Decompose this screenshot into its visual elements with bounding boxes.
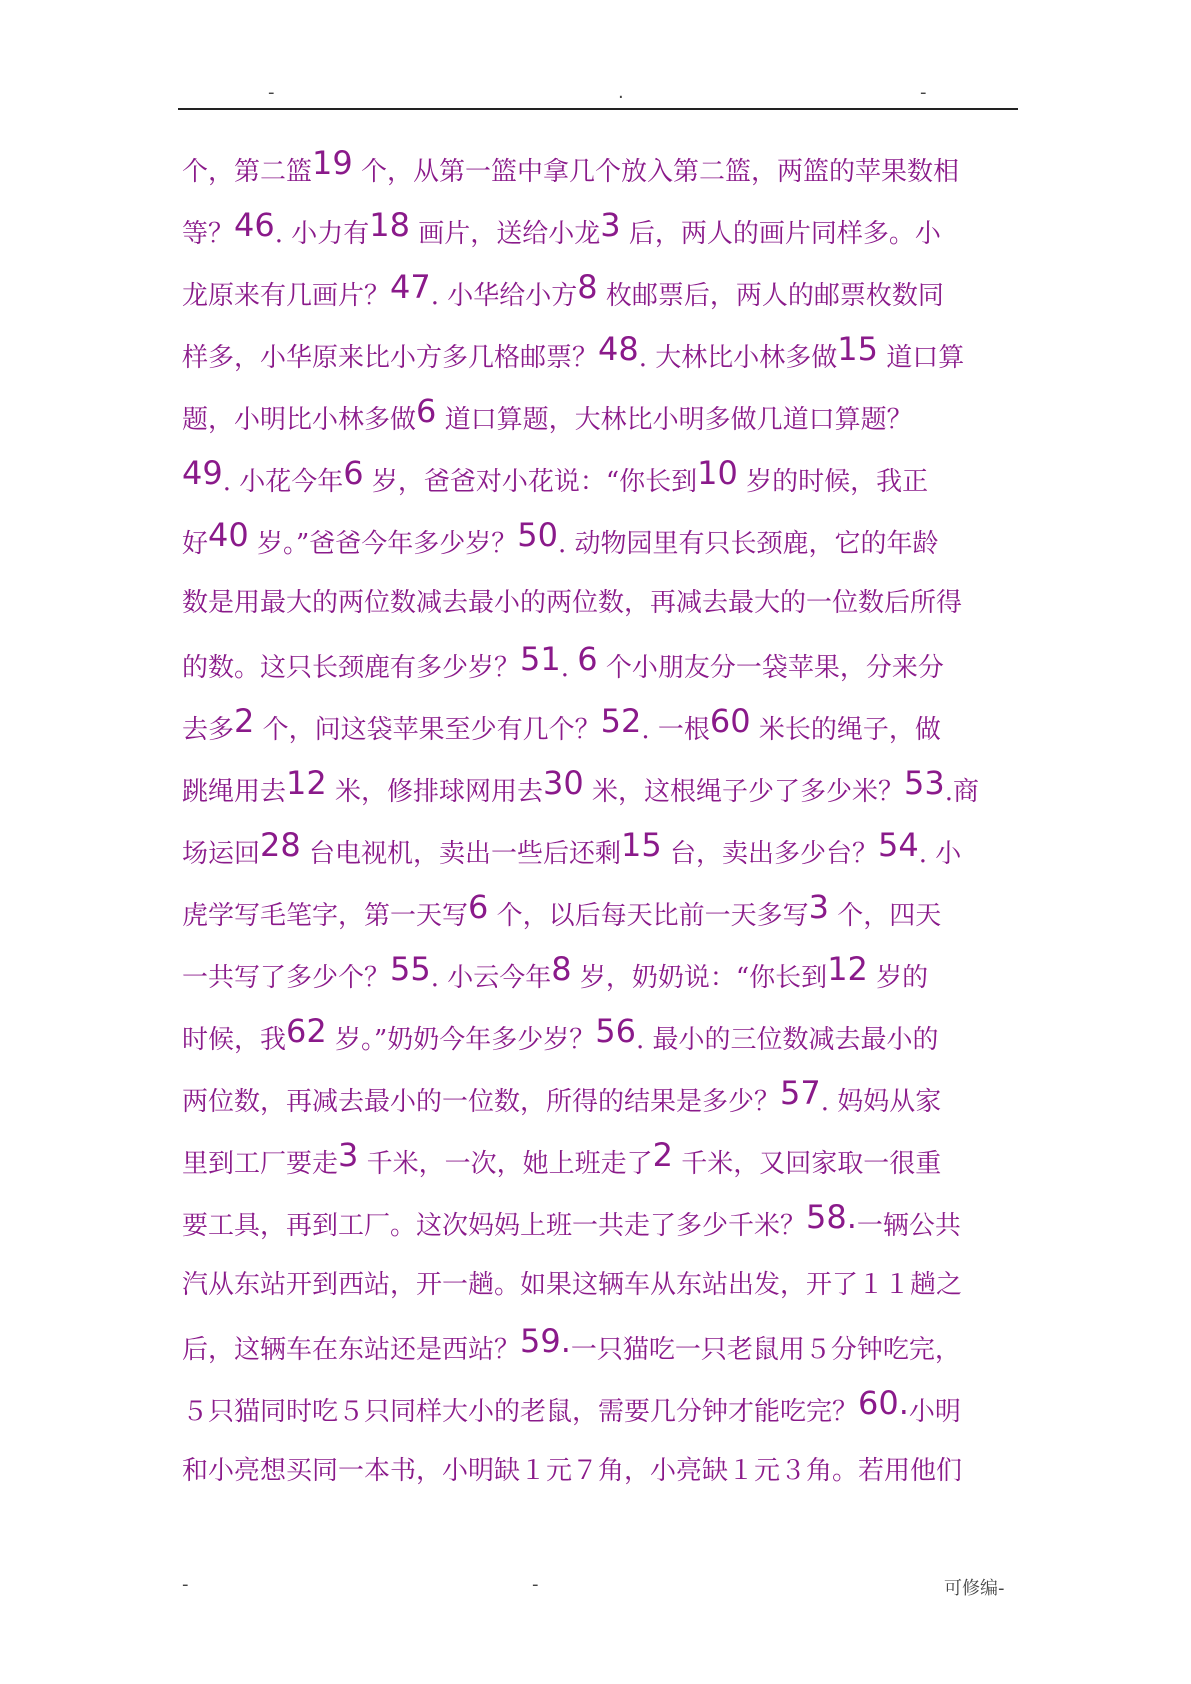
text-line (182, 944, 1022, 1006)
number-token: 53 (903, 764, 945, 802)
text-segment: 岁，奶奶说：“你长到 (571, 963, 828, 993)
text-line (182, 1006, 1022, 1068)
text-segment: 等？ (182, 219, 235, 249)
text-segment: . 小云今年 (430, 963, 552, 993)
number-token: 6 (577, 640, 598, 678)
text-line (182, 262, 1022, 324)
text-segment: 后，这辆车在东站还是西站？ (182, 1335, 521, 1365)
text-segment: . 大林比小林多做 (638, 343, 838, 373)
text-segment: 汽从东站开到西站，开一趟。如果这辆车从东站出发，开了１１趟之 (182, 1270, 963, 1300)
number-token: 60 (709, 702, 751, 740)
text-segment: . 最小的三位数减去最小的 (636, 1025, 939, 1055)
text-line (182, 386, 1022, 448)
text-segment: . 小 (918, 839, 962, 869)
problem-text-body (182, 138, 1022, 1502)
text-segment: 一共写了多少个？ (182, 963, 391, 993)
text-segment: 后，两人的画片同样多。小 (620, 219, 941, 249)
text-segment: 米，修排球网用去 (326, 777, 543, 807)
number-token: 12 (286, 764, 327, 802)
number-token: 49 (182, 454, 223, 492)
text-segment: 个，问这袋苹果至少有几个？ (254, 715, 601, 745)
number-token: 57 (780, 1074, 821, 1112)
text-segment: 个小朋友分一袋苹果，分来分 (597, 653, 944, 683)
text-segment: 两位数，再减去最小的一位数，所得的结果是多少？ (182, 1087, 781, 1117)
text-segment: . 小花今年 (222, 467, 344, 497)
text-line (182, 1068, 1022, 1130)
footer-left-mark: - (182, 1574, 189, 1595)
text-segment: 和小亮想买同一本书，小明缺１元７角，小亮缺１元３角。若用他们 (182, 1456, 963, 1486)
text-segment: 千米，又回家取一很重 (673, 1149, 942, 1179)
text-line (182, 1440, 1022, 1502)
number-token: 19 (312, 144, 353, 182)
number-token: 54 (877, 826, 919, 864)
text-line (182, 696, 1022, 758)
text-segment: 台，卖出多少台？ (661, 839, 878, 869)
text-segment: 岁，爸爸对小花说：“你长到 (363, 467, 698, 497)
text-segment: 小明 (908, 1397, 961, 1427)
text-line (182, 1378, 1022, 1440)
text-segment: 枚邮票后，两人的邮票枚数同 (597, 281, 944, 311)
text-segment: 个，第二篮 (182, 157, 313, 187)
number-token: 47 (390, 268, 431, 306)
text-segment: 里到工厂要走 (182, 1149, 339, 1179)
text-segment: 龙原来有几画片？ (182, 281, 391, 311)
text-line (182, 510, 1022, 572)
text-segment: 虎学写毛笔字，第一天写 (182, 901, 469, 931)
number-token: 56 (595, 1012, 637, 1050)
text-segment: . (560, 653, 578, 683)
text-segment: 个，四天 (829, 901, 942, 931)
text-segment: ５只猫同时吃５只同样大小的老鼠，需要几分钟才能吃完？ (182, 1397, 859, 1427)
text-line (182, 1316, 1022, 1378)
number-token: 48 (598, 330, 639, 368)
text-segment: 去多 (182, 715, 235, 745)
text-segment: 岁。”奶奶今年多少岁？ (326, 1025, 596, 1055)
number-token: 3 (600, 206, 621, 244)
number-token: 3 (338, 1136, 359, 1174)
text-segment: 个，以后每天比前一天多写 (488, 901, 809, 931)
number-token: 58. (806, 1198, 857, 1236)
number-token: 2 (652, 1136, 673, 1174)
text-segment: . 妈妈从家 (820, 1087, 942, 1117)
text-line (182, 758, 1022, 820)
number-token: 6 (343, 454, 364, 492)
number-token: 40 (208, 516, 249, 554)
header-rule (178, 108, 1018, 110)
number-token: 52 (600, 702, 642, 740)
number-token: 3 (808, 888, 829, 926)
text-segment: . 一根 (641, 715, 710, 745)
text-segment: 好 (182, 529, 209, 559)
header-left-mark: - (268, 82, 275, 103)
text-segment: 样多，小华原来比小方多几格邮票？ (182, 343, 599, 373)
footer-center-mark: - (532, 1574, 539, 1595)
number-token: 12 (827, 950, 868, 988)
number-token: 55 (390, 950, 431, 988)
text-line (182, 882, 1022, 944)
number-token: 50 (517, 516, 559, 554)
number-token: 51 (520, 640, 561, 678)
text-segment: 千米，一次，她上班走了 (358, 1149, 653, 1179)
number-token: 30 (543, 764, 584, 802)
text-segment: . 小华给小方 (430, 281, 578, 311)
text-segment: 个，从第一篮中拿几个放入第二篮，两篮的苹果数相 (352, 157, 959, 187)
text-line (182, 448, 1022, 510)
text-segment: 岁的 (867, 963, 929, 993)
text-segment: 数是用最大的两位数减去最小的两位数，再减去最大的一位数后所得 (182, 588, 963, 618)
number-token: 2 (234, 702, 255, 740)
number-token: 28 (260, 826, 301, 864)
number-token: 46 (234, 206, 275, 244)
number-token: 10 (697, 454, 738, 492)
text-line (182, 572, 1022, 634)
number-token: 8 (551, 950, 572, 988)
text-segment: 米长的绳子，做 (750, 715, 941, 745)
text-segment: 场运回 (182, 839, 261, 869)
number-token: 18 (369, 206, 410, 244)
text-segment: 米，这根绳子少了多少米？ (583, 777, 904, 807)
text-segment: 岁的时候，我正 (737, 467, 929, 497)
text-line (182, 200, 1022, 262)
text-line (182, 820, 1022, 882)
text-segment: 一只猫吃一只老鼠用５分钟吃完， (570, 1335, 961, 1365)
number-token: 59. (520, 1322, 571, 1360)
header-center-mark: . (618, 82, 624, 103)
text-line (182, 1130, 1022, 1192)
text-segment: 画片，送给小龙 (409, 219, 601, 249)
text-line (182, 1254, 1022, 1316)
text-segment: 一辆公共 (856, 1211, 961, 1241)
number-token: 60. (858, 1384, 909, 1422)
text-segment: 道口算 (877, 343, 965, 373)
number-token: 6 (468, 888, 489, 926)
text-segment: . 小力有 (274, 219, 370, 249)
text-segment: 跳绳用去 (182, 777, 287, 807)
text-segment: 岁。”爸爸今年多少岁？ (248, 529, 518, 559)
text-segment: . 动物园里有只长颈鹿，它的年龄 (558, 529, 939, 559)
header-right-mark: - (920, 82, 927, 103)
number-token: 6 (416, 392, 437, 430)
text-segment: 时候，我 (182, 1025, 287, 1055)
text-line (182, 324, 1022, 386)
text-segment: 道口算题，大林比小明多做几道口算题？ (436, 405, 913, 435)
footer-editable-note: 可修编- (944, 1578, 1005, 1599)
text-segment: 台电视机，卖出一些后还剩 (300, 839, 621, 869)
text-segment: 题，小明比小林多做 (182, 405, 417, 435)
number-token: 62 (286, 1012, 327, 1050)
text-line (182, 138, 1022, 200)
text-line (182, 634, 1022, 696)
number-token: 15 (621, 826, 662, 864)
text-segment: 要工具，再到工厂。这次妈妈上班一共走了多少千米？ (182, 1211, 807, 1241)
number-token: 8 (577, 268, 598, 306)
text-line (182, 1192, 1022, 1254)
text-segment: 的数。这只长颈鹿有多少岁？ (182, 653, 521, 683)
number-token: 15 (837, 330, 878, 368)
text-segment: .商 (944, 777, 979, 807)
